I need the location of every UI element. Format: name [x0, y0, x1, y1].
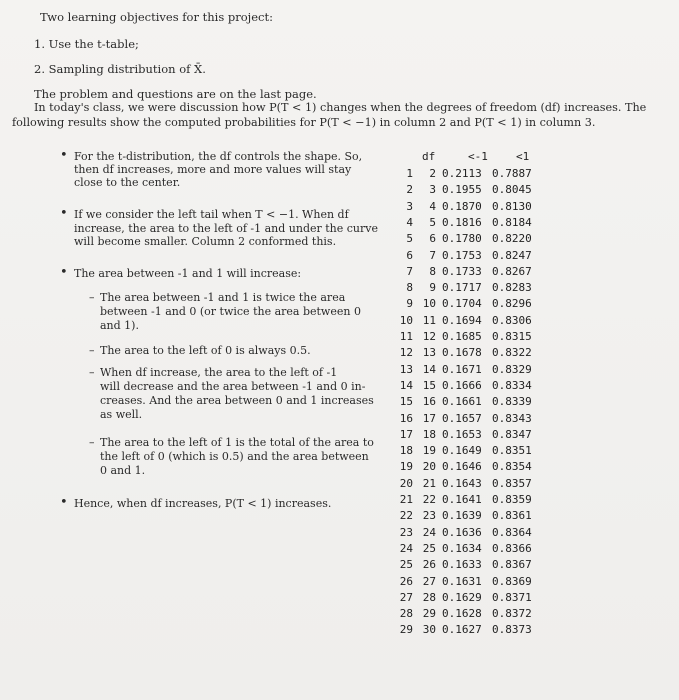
table-cell-index: 23	[399, 525, 413, 539]
table-cell-index: 2	[406, 183, 413, 197]
table-cell-lower: 0.1694	[442, 313, 482, 327]
table-cell-index: 27	[399, 590, 413, 604]
bullet-2-line-1: If we consider the left tail when T < −1. When df	[74, 208, 349, 221]
bullet-1-line-1: For the t-distribution, the df controls the shape. So,	[74, 150, 363, 163]
table-header-df: df	[422, 150, 436, 163]
table-cell-lower: 0.1780	[442, 232, 482, 246]
table-cell-lower: 0.1631	[442, 574, 482, 588]
paragraph-2-line-2: following results show the computed probabilities for P(T < −1) in column 2 and P(T < 1) in column 3.	[12, 116, 596, 129]
table-cell-upper: 0.8220	[492, 232, 532, 246]
table-cell-lower: 0.1717	[442, 281, 482, 295]
table-cell-upper: 0.8354	[492, 460, 532, 474]
table-cell-index: 5	[406, 232, 413, 246]
table-cell-df: 6	[429, 232, 436, 246]
table-cell-df: 27	[422, 574, 436, 588]
table-cell-index: 7	[406, 264, 413, 278]
table-cell-df: 17	[422, 411, 436, 425]
table-cell-lower: 0.1641	[442, 493, 482, 506]
table-cell-index: 4	[406, 215, 413, 229]
table-cell-df: 16	[422, 395, 436, 409]
table-cell-df: 5	[429, 215, 436, 229]
table-cell-upper: 0.8366	[492, 541, 532, 555]
sub-1-line-2: between -1 and 0 (or twice the area between 0	[100, 305, 361, 318]
objective-2: 2. Sampling distribution of X̄.	[34, 62, 206, 76]
table-header-less-minus-1: <-1	[468, 150, 488, 163]
table-cell-upper: 0.8283	[492, 281, 532, 295]
sub-1-line-1: The area between -1 and 1 is twice the area	[100, 291, 346, 304]
table-cell-lower: 0.1870	[442, 199, 482, 213]
table-cell-index: 16	[399, 411, 413, 425]
table-cell-upper: 0.8357	[492, 476, 532, 490]
table-cell-lower: 0.1955	[442, 183, 482, 197]
table-cell-lower: 0.1666	[442, 378, 482, 392]
table-cell-lower: 0.1704	[442, 297, 482, 311]
table-cell-lower: 0.1634	[442, 541, 482, 555]
table-cell-upper: 0.8184	[492, 215, 532, 229]
table-cell-index: 13	[399, 362, 413, 376]
table-cell-df: 21	[422, 476, 436, 490]
table-cell-lower: 0.1643	[442, 476, 482, 490]
table-cell-upper: 0.8315	[492, 330, 532, 343]
table-cell-upper: 0.8372	[492, 607, 532, 621]
table-cell-df: 28	[422, 590, 436, 604]
table-cell-upper: 0.7887	[492, 167, 532, 180]
table-cell-lower: 0.1661	[442, 395, 482, 409]
table-cell-upper: 0.8373	[492, 623, 532, 637]
bullet-dot: •	[60, 148, 68, 163]
table-cell-upper: 0.8351	[492, 444, 532, 458]
table-cell-lower: 0.1627	[442, 623, 482, 637]
table-cell-index: 12	[399, 346, 413, 360]
table-cell-df: 11	[422, 313, 436, 327]
table-cell-upper: 0.8367	[492, 558, 532, 572]
table-cell-lower: 0.1649	[442, 444, 482, 458]
table-cell-index: 14	[399, 378, 413, 392]
table-cell-index: 25	[399, 558, 413, 572]
table-cell-index: 28	[399, 607, 413, 621]
table-cell-upper: 0.8347	[492, 427, 532, 441]
table-cell-upper: 0.8359	[492, 493, 532, 506]
table-cell-upper: 0.8267	[492, 264, 532, 278]
table-cell-index: 22	[399, 509, 413, 523]
table-cell-upper: 0.8361	[492, 509, 532, 523]
table-cell-index: 1	[406, 167, 413, 180]
bullet-dot: •	[60, 206, 68, 221]
table-cell-index: 19	[399, 460, 413, 474]
table-cell-index: 6	[406, 248, 413, 262]
table-cell-df: 30	[422, 623, 436, 637]
table-cell-df: 13	[422, 346, 436, 360]
table-cell-df: 9	[429, 281, 436, 295]
table-cell-lower: 0.1629	[442, 590, 482, 604]
table-cell-upper: 0.8339	[492, 395, 532, 409]
table-cell-index: 15	[399, 395, 413, 409]
table-cell-lower: 0.1636	[442, 525, 482, 539]
table-cell-df: 12	[422, 330, 436, 343]
table-cell-df: 23	[422, 509, 436, 523]
table-cell-lower: 0.1653	[442, 427, 482, 441]
table-cell-df: 20	[422, 460, 436, 474]
sub-3-line-4: as well.	[100, 408, 143, 421]
table-cell-df: 19	[422, 444, 436, 458]
sub-3-line-2: will decrease and the area between -1 and 0 in-	[100, 380, 366, 393]
table-cell-df: 25	[422, 541, 436, 555]
table-cell-upper: 0.8306	[492, 313, 532, 327]
table-cell-index: 17	[399, 427, 413, 441]
table-cell-index: 24	[399, 541, 413, 555]
sub-3-line-3: creases. And the area between 0 and 1 increases	[100, 394, 374, 407]
table-cell-upper: 0.8045	[492, 183, 532, 197]
table-cell-upper: 0.8371	[492, 590, 532, 604]
table-cell-df: 10	[422, 297, 436, 311]
table-cell-lower: 0.1733	[442, 264, 482, 278]
paragraph-1: The problem and questions are on the last page.	[34, 87, 317, 101]
table-cell-lower: 0.1678	[442, 346, 482, 360]
bullet-2-line-2: increase, the area to the left of -1 and under the curve	[74, 222, 378, 235]
table-cell-lower: 0.1685	[442, 330, 482, 343]
bullet-dot: •	[60, 265, 68, 280]
table-cell-df: 4	[429, 199, 436, 213]
table-cell-lower: 0.2113	[442, 167, 482, 180]
table-cell-upper: 0.8130	[492, 199, 532, 213]
table-cell-lower: 0.1646	[442, 460, 482, 474]
table-cell-index: 11	[399, 330, 413, 343]
table-cell-lower: 0.1753	[442, 248, 482, 262]
sub-4-line-1: The area to the left of 1 is the total of the area to	[100, 436, 374, 449]
table-cell-df: 2	[429, 167, 436, 180]
table-cell-upper: 0.8296	[492, 297, 532, 311]
bullet-1-line-2: then df increases, more and more values will stay	[74, 163, 352, 176]
table-cell-df: 14	[422, 362, 436, 376]
table-cell-df: 29	[422, 607, 436, 621]
sub-2-line-1: The area to the left of 0 is always 0.5.	[100, 344, 311, 357]
table-cell-lower: 0.1816	[442, 215, 482, 229]
table-cell-df: 22	[422, 493, 436, 506]
sub-bullet-dash: –	[89, 291, 95, 304]
sub-4-line-2: the left of 0 (which is 0.5) and the area between	[100, 450, 369, 463]
objectives-title: Two learning objectives for this project:	[40, 10, 273, 24]
table-cell-df: 15	[422, 378, 436, 392]
table-cell-upper: 0.8247	[492, 248, 532, 262]
sub-4-line-3: 0 and 1.	[100, 464, 146, 477]
table-cell-index: 9	[406, 297, 413, 311]
table-cell-upper: 0.8369	[492, 574, 532, 588]
paragraph-2-line-1: In today's class, we were discussion how P(T < 1) changes when the degrees of freedom (df) increases. The	[34, 101, 647, 114]
sub-bullet-dash: –	[89, 436, 95, 449]
table-cell-index: 29	[399, 623, 413, 637]
objective-1: 1. Use the t-table;	[34, 37, 139, 51]
table-cell-index: 26	[399, 574, 413, 588]
table-cell-df: 3	[429, 183, 436, 197]
bullet-2-line-3: will become smaller. Column 2 conformed this.	[74, 235, 337, 248]
sub-1-line-3: and 1).	[100, 319, 139, 332]
table-cell-lower: 0.1633	[442, 558, 482, 572]
bullet-dot: •	[60, 495, 68, 510]
table-cell-df: 24	[422, 525, 436, 539]
table-cell-lower: 0.1628	[442, 607, 482, 621]
table-cell-index: 20	[399, 476, 413, 490]
table-cell-index: 10	[399, 313, 413, 327]
table-cell-upper: 0.8329	[492, 362, 532, 376]
table-cell-df: 26	[422, 558, 436, 572]
sub-3-line-1: When df increase, the area to the left of -1	[100, 366, 338, 379]
table-cell-lower: 0.1639	[442, 509, 482, 523]
table-cell-lower: 0.1671	[442, 362, 482, 376]
table-cell-upper: 0.8364	[492, 525, 532, 539]
sub-bullet-dash: –	[89, 366, 95, 379]
sub-bullet-dash: –	[89, 344, 95, 357]
table-cell-index: 21	[399, 493, 413, 506]
table-cell-df: 8	[429, 264, 436, 278]
table-cell-df: 7	[429, 248, 436, 262]
bullet-1-line-3: close to the center.	[74, 176, 181, 189]
table-cell-index: 18	[399, 444, 413, 458]
table-header-less-1: <1	[516, 150, 530, 163]
bullet-4-line-1: Hence, when df increases, P(T < 1) increases.	[74, 497, 332, 510]
bullet-3-line-1: The area between -1 and 1 will increase:	[74, 267, 302, 280]
table-cell-upper: 0.8322	[492, 346, 532, 360]
table-cell-upper: 0.8334	[492, 378, 532, 392]
table-cell-upper: 0.8343	[492, 411, 532, 425]
table-cell-index: 8	[406, 281, 413, 295]
table-cell-df: 18	[422, 427, 436, 441]
table-cell-lower: 0.1657	[442, 411, 482, 425]
table-cell-index: 3	[406, 199, 413, 213]
